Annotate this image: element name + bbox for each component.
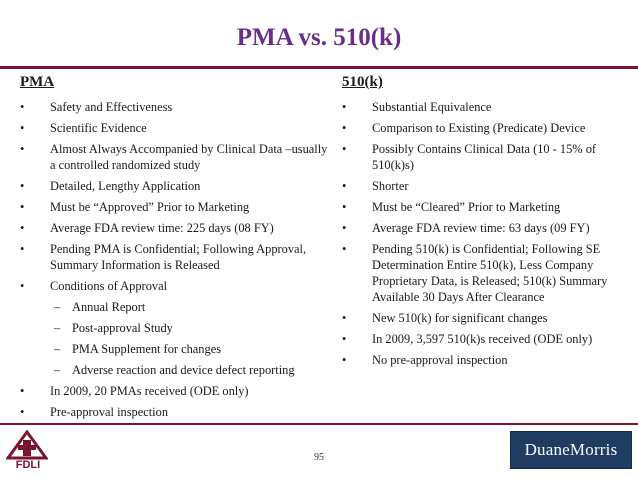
list-item-text: Pending PMA is Confidential; Following Approval, Summary Information is Released	[50, 242, 307, 272]
slide-title: PMA vs. 510(k)	[236, 24, 402, 51]
list-item	[20, 141, 332, 173]
list-item	[342, 199, 632, 215]
bullet-icon: •	[20, 100, 25, 114]
bottom-divider	[0, 423, 638, 425]
list-item	[20, 383, 332, 399]
pma-column	[20, 74, 332, 425]
fdli-logo-text: FDLI	[15, 459, 41, 471]
bullet-icon: •	[20, 405, 25, 419]
sub-list-item	[20, 341, 332, 357]
list-item	[342, 310, 632, 326]
list-item	[20, 278, 332, 294]
510k-column	[342, 74, 632, 373]
list-item	[20, 404, 332, 420]
bullet-icon: •	[342, 242, 347, 256]
list-item-text: In 2009, 20 PMAs received (ODE only)	[50, 384, 249, 398]
duane-morris-logo-text: DuaneMorris	[524, 440, 618, 459]
list-item	[20, 99, 332, 115]
dash-icon: –	[54, 342, 61, 356]
list-item-text: Annual Report	[72, 300, 146, 314]
list-item	[20, 241, 332, 273]
list-item	[342, 141, 632, 173]
bullet-icon: •	[342, 311, 347, 325]
list-item	[20, 199, 332, 215]
list-item	[342, 178, 632, 194]
list-item-text: Detailed, Lengthy Application	[50, 179, 201, 193]
list-item-text: New 510(k) for significant changes	[372, 311, 548, 325]
bullet-icon: •	[342, 221, 347, 235]
bullet-icon: •	[20, 121, 25, 135]
sub-list-item	[20, 362, 332, 378]
list-item-text: Adverse reaction and device defect reporting	[72, 363, 295, 377]
list-item-text: Possibly Contains Clinical Data (10 - 15% of 510(k)s)	[372, 142, 597, 172]
list-item	[342, 120, 632, 136]
bullet-icon: •	[342, 332, 347, 346]
list-item-text: Scientific Evidence	[50, 121, 147, 135]
bullet-icon: •	[342, 121, 347, 135]
list-item	[342, 352, 632, 368]
bullet-icon: •	[342, 142, 347, 156]
bullet-icon: •	[20, 384, 25, 398]
top-divider	[0, 66, 638, 69]
list-item	[342, 241, 632, 305]
510k-list	[342, 99, 632, 368]
list-item	[20, 178, 332, 194]
dash-icon: –	[54, 300, 61, 314]
list-item-text: Post-approval Study	[72, 321, 173, 335]
510k-heading: 510(k)	[342, 74, 383, 90]
list-item	[342, 99, 632, 115]
list-item-text: Must be “Approved” Prior to Marketing	[50, 200, 250, 214]
list-item-text: Substantial Equivalence	[372, 100, 492, 114]
list-item-text: Shorter	[372, 179, 409, 193]
list-item-text: Almost Always Accompanied by Clinical Data –usually a controlled randomized study	[50, 142, 328, 172]
list-item-text: PMA Supplement for changes	[72, 342, 222, 356]
list-item-text: No pre-approval inspection	[372, 353, 508, 367]
list-item	[20, 220, 332, 236]
list-item	[20, 120, 332, 136]
list-item	[342, 220, 632, 236]
bullet-icon: •	[20, 279, 25, 293]
page-number: 95	[314, 452, 324, 463]
bullet-icon: •	[20, 179, 25, 193]
bullet-icon: •	[20, 242, 25, 256]
list-item	[342, 331, 632, 347]
list-item-text: Comparison to Existing (Predicate) Device	[372, 121, 586, 135]
pma-heading: PMA	[20, 74, 55, 90]
list-item-text: Must be “Cleared” Prior to Marketing	[372, 200, 561, 214]
list-item-text: Safety and Effectiveness	[50, 100, 173, 114]
bullet-icon: •	[20, 200, 25, 214]
duane-morris-logo	[510, 431, 632, 469]
list-item-text: Conditions of Approval	[50, 279, 168, 293]
dash-icon: –	[54, 363, 61, 377]
list-item-text: Pending 510(k) is Confidential; Following SE Determination Entire 510(k), Less Company Proprietary Data, is Released; 510(k) Summary Available 30 Days After Clearance	[372, 242, 608, 304]
bullet-icon: •	[342, 179, 347, 193]
dash-icon: –	[54, 321, 61, 335]
list-item-text: In 2009, 3,597 510(k)s received (ODE only)	[372, 332, 593, 346]
bullet-icon: •	[342, 100, 347, 114]
bullet-icon: •	[20, 142, 25, 156]
sub-list-item	[20, 299, 332, 315]
list-item-text: Pre-approval inspection	[50, 405, 169, 419]
bullet-icon: •	[342, 200, 347, 214]
pma-list	[20, 99, 332, 420]
bullet-icon: •	[342, 353, 347, 367]
sub-list-item	[20, 320, 332, 336]
list-item-text: Average FDA review time: 63 days (09 FY)	[372, 221, 590, 235]
bullet-icon: •	[20, 221, 25, 235]
list-item-text: Average FDA review time: 225 days (08 FY)	[50, 221, 274, 235]
